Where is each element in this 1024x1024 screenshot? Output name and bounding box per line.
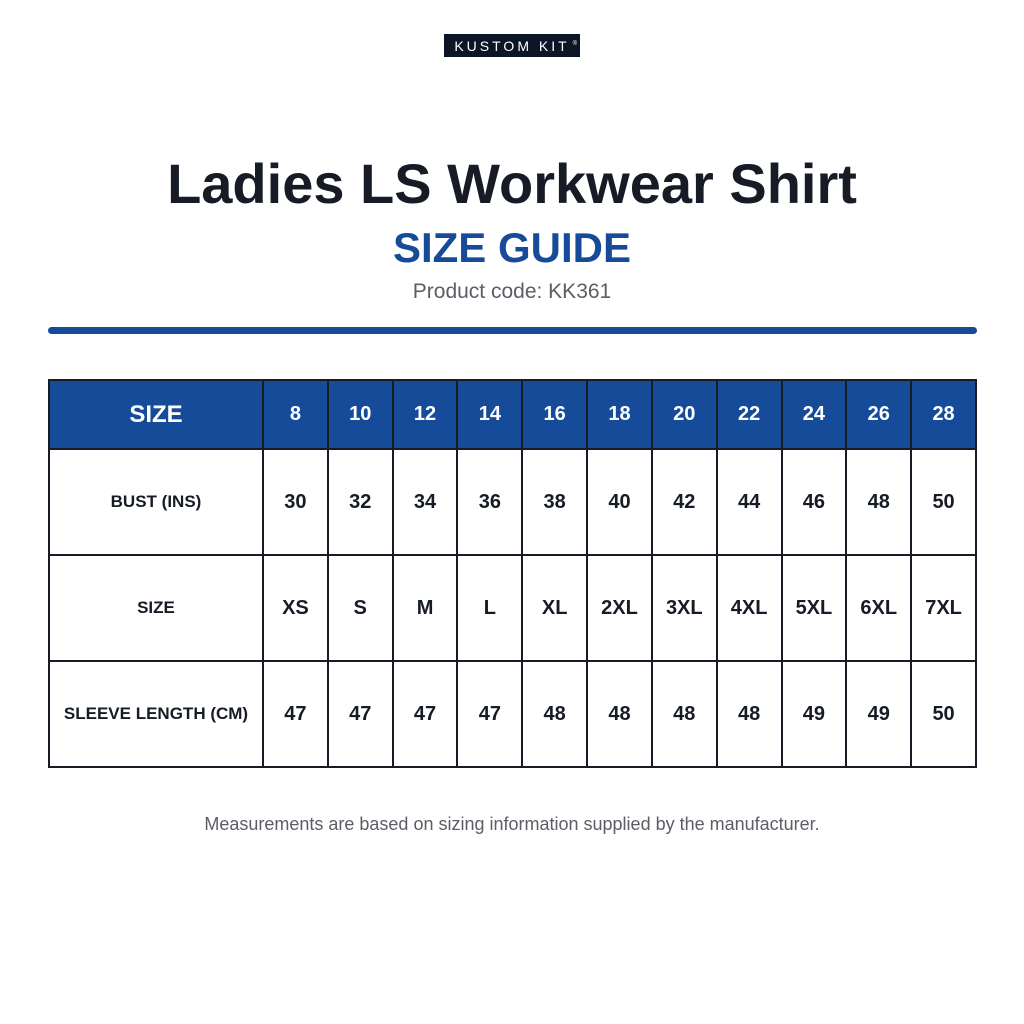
header-size-cell: 18 [587, 380, 652, 449]
header-label-cell: SIZE [49, 380, 263, 449]
table-cell: 34 [393, 449, 458, 555]
header-size-cell: 14 [457, 380, 522, 449]
product-code: Product code: KK361 [412, 280, 612, 303]
table-cell: 5XL [782, 555, 847, 661]
row-label-cell: SLEEVE LENGTH (CM) [49, 661, 263, 767]
table-header-row [49, 380, 976, 449]
table-cell: 47 [457, 661, 522, 767]
registered-mark: ® [572, 41, 577, 47]
table-cell: 48 [846, 449, 911, 555]
table-cell: 48 [522, 661, 587, 767]
table-cell: 50 [911, 449, 976, 555]
table-cell: 7XL [911, 555, 976, 661]
table-cell: XL [522, 555, 587, 661]
size-table-body [49, 380, 976, 767]
table-cell: S [328, 555, 393, 661]
header-size-cell: 26 [846, 380, 911, 449]
table-cell: 49 [846, 661, 911, 767]
table-cell: 36 [457, 449, 522, 555]
table-cell: 6XL [846, 555, 911, 661]
table-cell: 47 [393, 661, 458, 767]
table-cell: 42 [652, 449, 717, 555]
table-cell: 4XL [717, 555, 782, 661]
logo-text: KUSTOM KIT [454, 37, 570, 54]
table-cell: 47 [263, 661, 328, 767]
header-size-cell: 8 [263, 380, 328, 449]
header-size-cell: 22 [717, 380, 782, 449]
table-cell: 38 [522, 449, 587, 555]
header-size-cell: 28 [911, 380, 976, 449]
divider-rule [48, 327, 977, 334]
table-cell: M [393, 555, 458, 661]
table-row [49, 449, 976, 555]
table-cell: 44 [717, 449, 782, 555]
table-cell: 49 [782, 661, 847, 767]
header-size-cell: 16 [522, 380, 587, 449]
table-cell: 32 [328, 449, 393, 555]
table-cell: 2XL [587, 555, 652, 661]
table-cell: 48 [652, 661, 717, 767]
header-size-cell: 20 [652, 380, 717, 449]
table-cell: 50 [911, 661, 976, 767]
table-cell: 48 [717, 661, 782, 767]
table-row [49, 555, 976, 661]
table-cell: XS [263, 555, 328, 661]
table-cell: 40 [587, 449, 652, 555]
page-title: Ladies LS Workwear Shirt [167, 152, 857, 215]
size-table [48, 379, 977, 768]
header-size-cell: 10 [328, 380, 393, 449]
row-label-cell: BUST (INS) [49, 449, 263, 555]
table-cell: 3XL [652, 555, 717, 661]
table-cell: 47 [328, 661, 393, 767]
table-cell: L [457, 555, 522, 661]
table-cell: 48 [587, 661, 652, 767]
header-size-cell: 12 [393, 380, 458, 449]
table-cell: 30 [263, 449, 328, 555]
page-subtitle: SIZE GUIDE [392, 224, 632, 271]
row-label-cell: SIZE [49, 555, 263, 661]
header-size-cell: 24 [782, 380, 847, 449]
table-row [49, 661, 976, 767]
table-cell: 46 [782, 449, 847, 555]
brand-logo [444, 34, 580, 57]
footnote: Measurements are based on sizing information supplied by the manufacturer. [204, 814, 820, 834]
